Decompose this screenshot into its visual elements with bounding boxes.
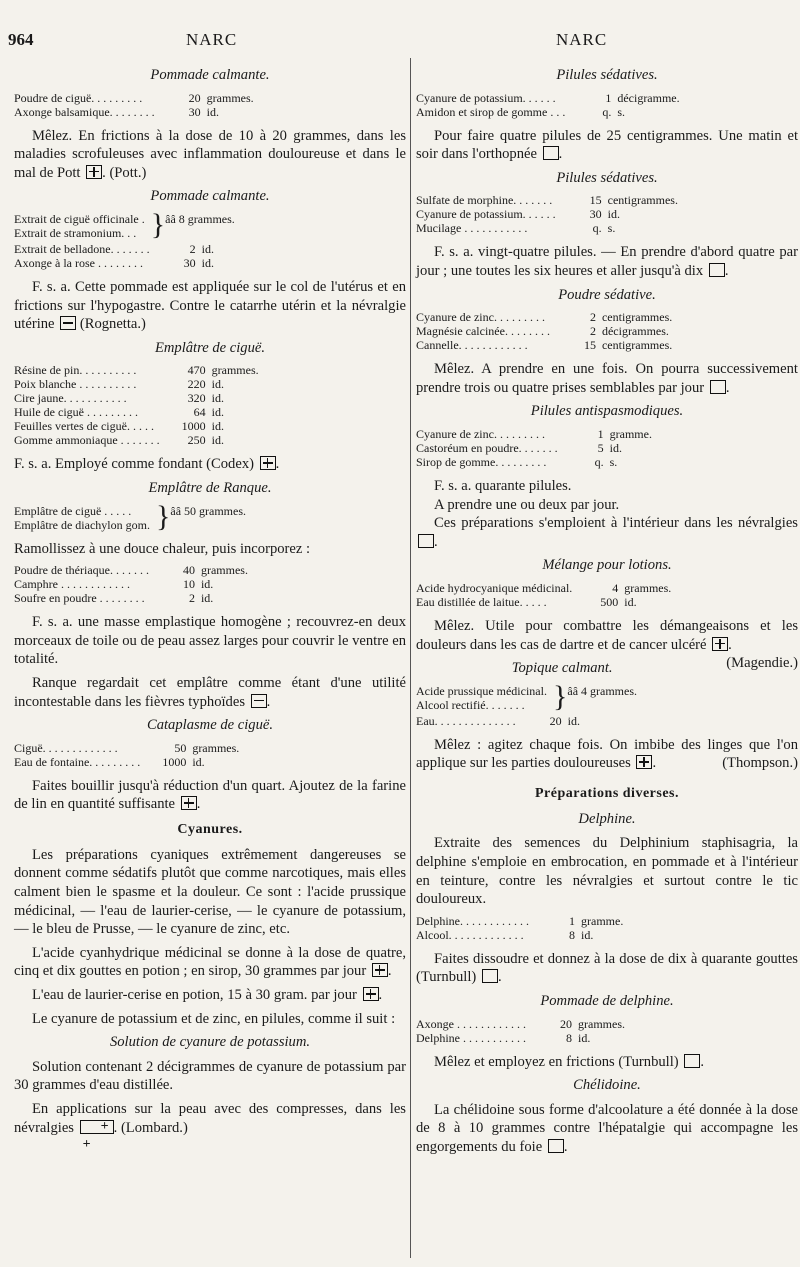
ingredient-unit: id. — [211, 419, 224, 434]
minus-box-icon — [60, 316, 76, 330]
ingredient-name: Camphre . . . . . . . . . . . . — [14, 577, 130, 592]
ingredient-unit: id. — [211, 405, 224, 420]
ingredient-name: Gomme ammoniaque . . . . . . . — [14, 433, 160, 448]
formula-row — [416, 338, 672, 352]
plus-box-icon — [636, 755, 652, 769]
ingredient-quantity: 1 — [605, 90, 612, 105]
paragraph: Ranque regardait cet emplâtre comme étant d'une utilité incontestable dans les fièvres typhoïdes . — [14, 674, 406, 710]
ingredient-unit: id. — [211, 433, 224, 448]
ingredient-unit: grammes. — [211, 363, 259, 378]
formula-table — [14, 91, 254, 119]
formula-row — [416, 193, 678, 207]
formula-row — [14, 105, 254, 119]
ingredient-quantity: 10 — [182, 577, 195, 592]
section-heading: Préparations diverses. — [535, 785, 679, 801]
empty-box-icon — [710, 380, 726, 394]
formula-title: Mélange pour lotions. — [542, 557, 672, 574]
minus-box-icon — [251, 694, 267, 708]
formula-row — [416, 91, 680, 105]
running-head-left: NARC — [186, 30, 238, 49]
ingredient-name: Eau distillée de laitue. . . . . — [416, 594, 547, 609]
ingredient-name: Amidon et sirop de gomme . . . — [416, 104, 566, 119]
ingredient-quantity: 20 — [188, 90, 201, 105]
formula-table: Extrait de ciguë officinale . } ââ 8 grammes. Extrait de stramonium. . . — [14, 207, 235, 241]
formula-row — [416, 714, 580, 728]
formula-row — [14, 591, 248, 605]
formula-table — [14, 741, 239, 769]
formula-row — [14, 563, 248, 577]
formula-row — [416, 1031, 625, 1045]
ingredient-quantity: 250 — [187, 433, 206, 448]
ingredient-unit: gramme. — [609, 426, 652, 441]
empty-box-icon — [684, 1054, 700, 1068]
ingredient-unit: s. — [617, 104, 625, 119]
ingredient-quantity: 8 — [569, 927, 575, 942]
formula-title: Topique calmant. — [511, 660, 613, 677]
formula-row — [416, 427, 652, 441]
ingredient-name: Eau. . . . . . . . . . . . . . — [416, 713, 516, 728]
ingredient-name: Ciguë. . . . . . . . . . . . . — [14, 740, 118, 755]
formula-title: Emplâtre de ciguë. — [154, 339, 266, 356]
plus-box-icon — [86, 165, 102, 179]
ingredient-quantity: 2 — [589, 324, 596, 339]
formula-row — [416, 595, 671, 609]
paragraph: L'eau de laurier-cerise en potion, 15 à 30 gram. par jour . — [32, 987, 383, 1004]
ingredient-unit: id. — [578, 1030, 591, 1045]
ingredient-quantity: 2 — [188, 591, 195, 606]
formula-table — [416, 427, 652, 469]
formula-row — [14, 391, 259, 405]
ingredient-name: Extrait de belladone. . . . . . . — [14, 241, 150, 256]
paragraph: F. s. a. une masse emplastique homogène ; recouvrez-en deux morceaux de toile ou de peau assez larges pour couvrir le ventre en totalité. — [14, 614, 406, 668]
formula-row — [416, 221, 678, 235]
page-number: 964 — [8, 30, 34, 49]
formula-row — [14, 363, 259, 377]
formula-table: Acide prussique médicinal. } ââ 4 grammes. Alcool rectifié. . . . . . . — [416, 679, 638, 713]
ingredient-unit: id. — [567, 713, 580, 728]
paragraph: Mêlez. Utile pour combattre les démangeaisons et les douleurs dans les cas de dartre et de cancer ulcéré . (Magendie.) — [416, 617, 798, 672]
ingredient-unit: id. — [192, 754, 205, 769]
ingredient-unit: centigrammes. — [601, 338, 673, 353]
paragraph: A prendre une ou deux par jour. — [434, 496, 620, 513]
empty-box-icon — [548, 1139, 564, 1153]
ingredient-name: Soufre en poudre . . . . . . . . — [14, 591, 145, 606]
paragraph: F. s. a. Employé comme fondant (Codex) . — [14, 456, 280, 473]
ingredient-quantity: 15 — [583, 338, 596, 353]
ingredient-quantity: 1000 — [162, 754, 187, 769]
ingredient-unit: id. — [211, 377, 224, 392]
ingredient-quantity: 64 — [193, 405, 206, 420]
empty-box-icon — [418, 534, 434, 548]
ingredient-unit: id. — [211, 391, 224, 406]
formula-title: Pilules sédatives. — [556, 169, 658, 186]
paragraph: Faites bouillir jusqu'à réduction d'un quart. Ajoutez de la farine de lin en quantité suffisante . — [14, 777, 406, 813]
ingredient-name: Magnésie calcinée. . . . . . . . — [416, 324, 550, 339]
ingredient-unit: décigramme. — [617, 90, 680, 105]
paragraph: Faites dissoudre et donnez à la dose de dix à quarante gouttes (Turnbull) . — [416, 950, 798, 986]
formula-title: Pilules antispasmodiques. — [530, 403, 684, 420]
formula-row — [14, 741, 239, 755]
ingredient-unit: id. — [609, 440, 622, 455]
ingredient-quantity: 1 — [569, 913, 575, 928]
formula-row — [416, 310, 672, 324]
ingredient-name: Huile de ciguë . . . . . . . . . — [14, 405, 138, 420]
ingredient-quantity: 500 — [600, 594, 619, 609]
ingredient-unit: id. — [624, 594, 637, 609]
ingredient-quantity: 30 — [188, 104, 201, 119]
ingredient-unit: id. — [201, 241, 214, 256]
plus-box-icon — [372, 963, 388, 977]
ingredient-name: Cannelle. . . . . . . . . . . . — [416, 338, 528, 353]
ingredient-name: Cyanure de potassium. . . . . . — [416, 90, 556, 105]
ingredient-name: Poudre de thériaque. . . . . . . — [14, 563, 149, 578]
paragraph: En applications sur la peau avec des compresses, dans les névralgies + + . (Lombard.) — [14, 1100, 406, 1137]
formula-title: Emplâtre de Ranque. — [148, 479, 272, 496]
formula-table — [416, 193, 678, 235]
formula-title: Pommade de delphine. — [540, 993, 674, 1010]
formula-row — [416, 105, 680, 119]
formula-row — [14, 405, 259, 419]
ingredient-name: Sirop de gomme. . . . . . . . . — [416, 454, 547, 469]
ingredient-unit: grammes. — [192, 740, 240, 755]
ingredient-quantity: 50 — [174, 740, 187, 755]
ingredient-unit: grammes. — [206, 90, 254, 105]
formula-title: Poudre sédative. — [558, 286, 656, 303]
paragraph: F. s. a. Cette pommade est appliquée sur le col de l'utérus et en frictions sur l'hypogastre. Contre le catarrhe utérin et la névralgie utérine (Rognetta.) — [14, 278, 406, 333]
formula-row — [416, 581, 671, 595]
ingredient-quantity: 220 — [187, 377, 206, 392]
formula-row — [416, 1017, 625, 1031]
ingredient-quantity: 1 — [597, 426, 604, 441]
ingredient-name: Poudre de ciguë. . . . . . . . . — [14, 90, 143, 105]
ingredient-quantity: 30 — [589, 207, 602, 222]
paragraph: F. s. a. quarante pilules. — [434, 477, 572, 494]
right-column — [416, 62, 798, 1162]
empty-box-icon — [709, 263, 725, 277]
formula-row — [14, 256, 214, 270]
paragraph: Les préparations cyaniques extrêmement dangereuses se donnent comme sédatifs plutôt que comme narcotiques, mais elles calment bien le spasme et la douleur. Ce sont : l'acide prussique médicinal, — l'eau de laurier-cerise, — le cyanure de potassium, — le bleu de Prusse, — le cyanure de zinc, etc. — [14, 846, 406, 938]
formula-row — [14, 242, 214, 256]
ingredient-name: Axonge . . . . . . . . . . . . — [416, 1016, 526, 1031]
ingredient-quantity: q. — [602, 104, 612, 119]
column-divider — [410, 58, 411, 1258]
formula-row — [14, 755, 239, 769]
formula-title: Delphine. — [578, 810, 636, 827]
ingredient-name: Delphine. . . . . . . . . . . . — [416, 913, 529, 928]
paragraph: Mêlez : agitez chaque fois. On imbibe des linges que l'on applique sur les parties douloureuses . (Thompson.) — [416, 736, 798, 772]
formula-title: Cataplasme de ciguë. — [146, 717, 274, 734]
ingredient-name: Axonge à la rose . . . . . . . . — [14, 255, 143, 270]
paragraph: Ces préparations s'emploient à l'intérieur dans les névralgies . — [416, 514, 798, 551]
ingredient-unit: grammes. — [578, 1016, 625, 1031]
ingredient-quantity: 20 — [549, 713, 562, 728]
ingredient-name: Alcool. . . . . . . . . . . . . — [416, 927, 524, 942]
ingredient-name: Cyanure de zinc. . . . . . . . . — [416, 426, 545, 441]
ingredient-name: Feuilles vertes de ciguë. . . . . — [14, 419, 154, 434]
ingredient-quantity: 20 — [560, 1016, 572, 1031]
ingredient-unit: id. — [581, 927, 594, 942]
formula-table — [416, 581, 671, 609]
formula-row — [416, 928, 623, 942]
ingredient-quantity: 40 — [182, 563, 195, 578]
ingredient-unit: id. — [200, 577, 214, 592]
left-column — [14, 62, 406, 1142]
paragraph: La chélidoine sous forme d'alcoolature a été donnée à la dose de 8 à 10 grammes contre l'hépatalgie qui accompagne les engorgements du foie . — [416, 1101, 798, 1155]
formula-row — [14, 577, 248, 591]
formula-row — [14, 433, 259, 447]
ingredient-unit: gramme. — [581, 913, 624, 928]
ingredient-unit: id. — [200, 591, 214, 606]
formula-title: Pilules sédatives. — [556, 67, 658, 83]
ingredient-name: Acide hydrocyanique médicinal. — [416, 580, 573, 595]
empty-box-icon — [543, 146, 559, 160]
ingredient-unit: s. — [609, 454, 618, 469]
paragraph: L'acide cyanhydrique médicinal se donne à la dose de quatre, cinq et dix gouttes en potion ; en sirop, 30 grammes par jour . — [14, 944, 406, 980]
ingredient-name: Eau de fontaine. . . . . . . . . — [14, 754, 141, 769]
formula-row — [14, 419, 259, 433]
formula-table — [416, 914, 623, 942]
paragraph: F. s. a. vingt-quatre pilules. — En prendre d'abord quatre par jour ; une toutes les six heures et aller jusqu'à dix . — [416, 244, 798, 279]
formula-title: Solution de cyanure de potassium. — [109, 1034, 311, 1051]
ingredient-name: Cyanure de potassium. . . . . . — [416, 207, 556, 222]
formula-table — [14, 242, 214, 270]
ingredient-name: Résine de pin. . . . . . . . . . — [14, 363, 137, 378]
ingredient-name: Delphine . . . . . . . . . . . — [416, 1030, 526, 1045]
ingredient-quantity: 30 — [183, 255, 196, 270]
ingredient-unit: id. — [607, 207, 620, 222]
paragraph: Solution contenant 2 décigrammes de cyanure de potassium par 30 grammes d'eau distillée. — [14, 1058, 406, 1094]
ingredient-unit: id. — [201, 255, 214, 270]
ingredient-unit: grammes. — [200, 563, 248, 578]
ingredient-unit: grammes. — [624, 580, 672, 595]
paragraph: Le cyanure de potassium et de zinc, en pilules, comme il suit : — [32, 1010, 396, 1027]
formula-table — [14, 363, 259, 447]
ingredient-name: Castoréum en poudre. . . . . . . — [416, 440, 558, 455]
paragraph: Pour faire quatre pilules de 25 centigrammes. Une matin et soir dans l'orthopnée . — [416, 127, 798, 163]
formula-table — [416, 91, 680, 119]
formula-row — [416, 324, 672, 338]
formula-title: Pommade calmante. — [150, 67, 270, 83]
ingredient-unit: décigrammes. — [601, 324, 669, 339]
paragraph: Mêlez et employez en frictions (Turnbull) . — [434, 1053, 704, 1070]
ingredient-unit: centigrammes. — [601, 310, 673, 325]
paragraph: Mêlez. A prendre en une fois. On pourra successivement prendre trois ou quatre prises semblables par jour . — [416, 361, 798, 396]
ingredient-quantity: 2 — [189, 241, 196, 256]
ingredient-name: Cire jaune. . . . . . . . . . . — [14, 391, 127, 406]
plus-box-icon — [260, 456, 276, 470]
formula-table — [416, 1017, 625, 1045]
double-plus-box-icon — [80, 1120, 114, 1134]
ingredient-name: Poix blanche . . . . . . . . . . — [14, 377, 137, 392]
ingredient-unit: centigrammes. — [607, 193, 678, 208]
ingredient-name: Axonge balsamique. . . . . . . . — [14, 104, 155, 119]
formula-table — [416, 714, 580, 728]
paragraph: Extraite des semences du Delphinium staphisagria, la delphine s'emploie en embrocation, en pommade et à l'intérieur en teinture, contre les névralgies et surtout contre le tic douloureux. — [416, 835, 798, 908]
paragraph: Ramollissez à une douce chaleur, puis incorporez : — [14, 540, 311, 557]
ingredient-unit: id. — [206, 104, 219, 119]
ingredient-quantity: 2 — [589, 310, 596, 325]
formula-row — [416, 914, 623, 928]
formula-title: Chélidoine. — [573, 1077, 641, 1094]
formula-row — [14, 91, 254, 105]
formula-row — [416, 441, 652, 455]
formula-title: Pommade calmante. — [150, 188, 270, 205]
ingredient-quantity: 5 — [597, 440, 604, 455]
formula-table: Emplâtre de ciguë . . . . . } ââ 50 grammes. Emplâtre de diachylon gom. — [14, 499, 247, 533]
running-head-right: NARC — [556, 30, 608, 49]
ingredient-name: Mucilage . . . . . . . . . . . — [416, 221, 528, 236]
ingredient-quantity: 8 — [566, 1030, 572, 1045]
formula-table — [416, 310, 672, 352]
empty-box-icon — [482, 969, 498, 983]
ingredient-name: Cyanure de zinc. . . . . . . . . — [416, 310, 545, 325]
ingredient-quantity: 1000 — [181, 419, 206, 434]
ingredient-quantity: 320 — [187, 391, 206, 406]
ingredient-quantity: 4 — [612, 580, 619, 595]
ingredient-quantity: q. — [592, 221, 602, 236]
formula-row — [416, 207, 678, 221]
plus-box-icon — [712, 637, 728, 651]
ingredient-quantity: q. — [594, 454, 604, 469]
paragraph: Mêlez. En frictions à la dose de 10 à 20 grammes, dans les maladies scrofuleuses avec inflammation douloureuse et dans le mal de Pott . (Pott.) — [14, 127, 406, 181]
plus-box-icon — [181, 796, 197, 810]
formula-row — [14, 377, 259, 391]
ingredient-quantity: 15 — [589, 193, 602, 208]
ingredient-quantity: 470 — [187, 363, 206, 378]
plus-box-icon — [363, 987, 379, 1001]
formula-row — [416, 455, 652, 469]
ingredient-name: Sulfate de morphine. . . . . . . — [416, 193, 553, 208]
section-heading: Cyanures. — [177, 821, 243, 837]
formula-table — [14, 563, 248, 605]
ingredient-unit: s. — [607, 221, 616, 236]
